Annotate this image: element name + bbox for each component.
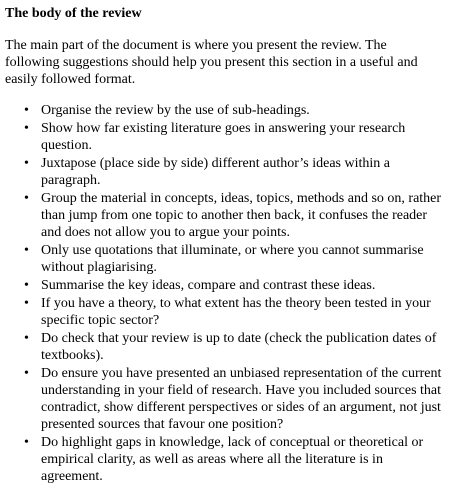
intro-paragraph: The main part of the document is where you present the review. The following suggestions should help you present this section in a useful and easily followed format. <box>5 38 418 87</box>
list-item <box>5 102 443 119</box>
list-item-text: Group the material in concepts, ideas, topics, methods and so on, rather than jump from one topic to another then back, it confuses the reader and does not allow you to argue your points. <box>41 191 442 240</box>
suggestions-list <box>5 102 443 485</box>
list-item <box>5 277 443 294</box>
bullet-icon: • <box>24 435 29 450</box>
list-item-text: Only use quotations that illuminate, or where you cannot summarise without plagiarising. <box>41 243 424 275</box>
bullet-icon: • <box>24 331 29 346</box>
list-item-text: If you have a theory, to what extent has the theory been tested in your specific topic sector? <box>41 296 431 328</box>
list-item-text: Summarise the key ideas, compare and contrast these ideas. <box>41 278 376 293</box>
bullet-icon: • <box>24 278 29 293</box>
list-item-text: Do highlight gaps in knowledge, lack of conceptual or theoretical or empirical clarity, as well as areas where all the literature is in agreement. <box>41 435 424 484</box>
list-item <box>5 120 443 154</box>
bullet-icon: • <box>24 296 29 311</box>
list-item <box>5 330 443 364</box>
bullet-icon: • <box>24 243 29 258</box>
list-item-text: Show how far existing literature goes in answering your research question. <box>41 121 406 153</box>
list-item-text: Juxtapose (place side by side) different author’s ideas within a paragraph. <box>41 156 390 188</box>
list-item <box>5 434 443 485</box>
bullet-icon: • <box>24 191 29 206</box>
section-heading: The body of the review <box>5 6 142 21</box>
bullet-icon: • <box>24 121 29 136</box>
list-item <box>5 155 443 189</box>
list-item <box>5 242 443 276</box>
list-item-text: Do check that your review is up to date (check the publication dates of textbooks). <box>41 331 437 363</box>
list-item <box>5 295 443 329</box>
bullet-icon: • <box>24 103 29 118</box>
list-item <box>5 365 443 433</box>
list-item-text: Do ensure you have presented an unbiased representation of the current understanding in your field of research. Have you included sources that contradict, show different perspectives or sides of an argument, not just presented sources that favour one position? <box>41 366 442 432</box>
bullet-icon: • <box>24 366 29 381</box>
list-item <box>5 190 443 241</box>
bullet-icon: • <box>24 156 29 171</box>
list-item-text: Organise the review by the use of sub-headings. <box>41 103 310 118</box>
